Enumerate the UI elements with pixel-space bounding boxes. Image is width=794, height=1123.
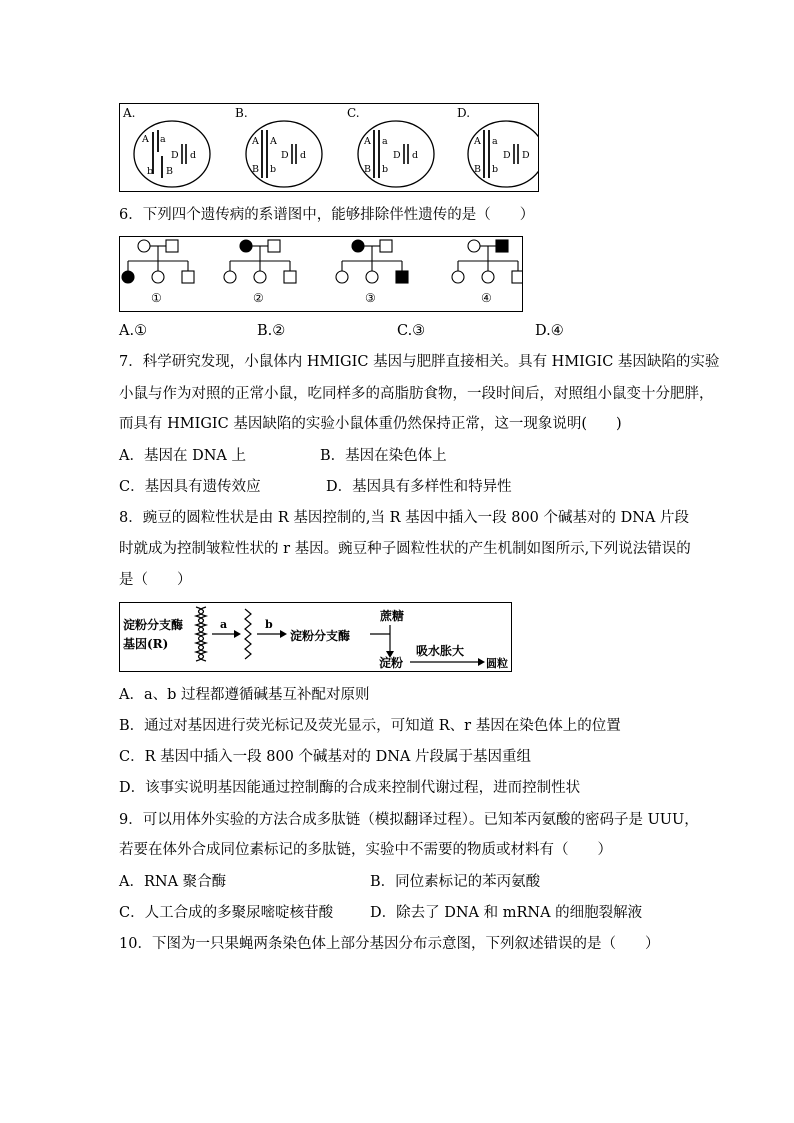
cell-b-gene-4: d — [300, 150, 307, 161]
cell-a — [122, 106, 210, 187]
cell-d-gene-5: B — [474, 164, 481, 175]
gene-label-line1: 淀粉分支酶 — [123, 618, 184, 632]
cell-label-c: C. — [347, 106, 360, 120]
q8-mechanism-svg — [120, 603, 511, 671]
gene-label-line2: 基因(R) — [123, 637, 169, 651]
pedigree-2 — [224, 240, 296, 283]
q10-stem: 10．下图为一只果蝇两条染色体上部分基因分布示意图，下列叙述错误的是（ ） — [119, 936, 660, 952]
q7-option-a[interactable]: A．基因在 DNA 上 — [119, 448, 246, 464]
q9-option-b[interactable]: B．同位素标记的苯丙氨酸 — [370, 874, 541, 890]
q7-option-d[interactable]: D．基因具有多样性和特异性 — [326, 479, 512, 495]
q9-option-a[interactable]: A．RNA 聚合酶 — [119, 874, 227, 890]
step-a-label: a — [220, 618, 228, 631]
cell-a-gene-6: B — [166, 166, 173, 177]
pedigree-label-1: ① — [151, 291, 162, 305]
cell-a-gene-3: D — [171, 150, 179, 161]
pedigree-label-2: ② — [253, 291, 264, 305]
cell-a-gene-1: A — [142, 134, 149, 145]
q7-option-c[interactable]: C．基因具有遗传效应 — [119, 479, 261, 495]
q7-option-b[interactable]: B．基因在染色体上 — [320, 448, 447, 464]
pedigree-1 — [122, 240, 194, 283]
q9-option-c[interactable]: C．人工合成的多聚尿嘧啶核苷酸 — [119, 905, 334, 921]
q6-option-b[interactable]: B.② — [257, 323, 286, 339]
q9-line-1: 9．可以用体外实验的方法合成多肽链（模拟翻译过程）。已知苯丙氨酸的密码子是 UUU， — [119, 812, 699, 828]
q6-option-a[interactable]: A.① — [119, 323, 148, 339]
q7-line-3: 而具有 HMIGIC 基因缺陷的实验小鼠体重仍然保持正常，这一现象说明( ) — [119, 416, 622, 432]
q8-mechanism-figure — [119, 602, 512, 672]
q9-line-2: 若要在体外合成同位素标记的多肽链，实验中不需要的物质或材料有（ ） — [119, 842, 612, 858]
cell-b-gene-5: B — [252, 164, 259, 175]
step-b-label: b — [265, 618, 273, 631]
q8-option-b[interactable]: B．通过对基因进行荧光标记及荧光显示，可知道 R、r 基因在染色体上的位置 — [119, 718, 621, 734]
cell-label-b: B. — [235, 106, 248, 120]
cell-a-gene-2: a — [160, 134, 166, 145]
q6-pedigree-svg — [120, 237, 522, 311]
cell-c-gene-4: d — [412, 150, 419, 161]
cell-c-gene-2: a — [382, 136, 388, 147]
cell-d-gene-1: A — [474, 136, 481, 147]
cell-b — [235, 106, 322, 187]
cell-c-gene-5: B — [364, 164, 371, 175]
q8-option-c[interactable]: C．R 基因中插入一段 800 个碱基对的 DNA 片段属于基因重组 — [119, 749, 532, 765]
q8-option-a[interactable]: A．a、b 过程都遵循碱基互补配对原则 — [119, 687, 370, 703]
cell-d-gene-4: D — [522, 150, 530, 161]
q6-stem: 6．下列四个遗传病的系谱图中，能够排除伴性遗传的是（ ） — [119, 207, 535, 223]
cell-b-gene-2: A — [270, 136, 277, 147]
pedigree-label-3: ③ — [365, 291, 376, 305]
q5-cell-figure — [119, 103, 539, 192]
q6-option-d[interactable]: D.④ — [535, 323, 564, 339]
starch-label: 淀粉 — [379, 656, 404, 670]
cell-d-gene-2: a — [492, 136, 498, 147]
absorb-label: 吸水胀大 — [416, 644, 465, 658]
round-label: 圆粒 — [486, 657, 508, 670]
cell-c — [347, 106, 434, 187]
cell-d-gene-3: D — [503, 150, 511, 161]
cell-b-gene-3: D — [281, 150, 289, 161]
cell-d-gene-6: b — [492, 164, 499, 175]
q6-pedigree-figure — [119, 236, 523, 312]
cell-d — [457, 106, 538, 187]
cell-label-a: A. — [123, 106, 136, 120]
pedigree-label-4: ④ — [481, 291, 492, 305]
cell-b-gene-6: b — [270, 164, 277, 175]
q8-option-d[interactable]: D．该事实说明基因能通过控制酶的合成来控制代谢过程，进而控制性状 — [119, 780, 581, 796]
q5-cell-svg — [120, 104, 538, 191]
q8-line-1: 8．豌豆的圆粒性状是由 R 基因控制的,当 R 基因中插入一段 800 个碱基对的 DNA 片段 — [119, 510, 690, 526]
cell-b-gene-1: A — [252, 136, 259, 147]
q6-option-c[interactable]: C.③ — [397, 323, 426, 339]
q8-line-2: 时就成为控制皱粒性状的 r 基因。豌豆种子圆粒性状的产生机制如图所示,下列说法错误的 — [119, 541, 691, 557]
dna-helix-icon — [196, 607, 206, 661]
cell-c-gene-6: b — [382, 164, 389, 175]
sucrose-label: 蔗糖 — [380, 609, 405, 623]
pedigree-3 — [336, 240, 408, 283]
q9-option-d[interactable]: D．除去了 DNA 和 mRNA 的细胞裂解液 — [370, 905, 643, 921]
cell-a-gene-5: b — [147, 166, 154, 177]
q7-line-2: 小鼠与作为对照的正常小鼠，吃同样多的高脂肪食物，一段时间后，对照组小鼠变十分肥胖， — [119, 386, 714, 402]
pedigree-4 — [452, 240, 522, 283]
q7-line-1: 7．科学研究发现，小鼠体内 HMIGIC 基因与肥胖直接相关。具有 HMIGIC 基因缺陷的实验 — [119, 354, 720, 370]
cell-label-d: D. — [457, 106, 471, 120]
mrna-strand-icon — [245, 609, 251, 659]
cell-c-gene-1: A — [364, 136, 371, 147]
cell-a-gene-4: d — [190, 150, 197, 161]
enzyme-label: 淀粉分支酶 — [290, 629, 351, 643]
q8-line-3: 是（ ） — [119, 572, 192, 588]
cell-c-gene-3: D — [393, 150, 401, 161]
